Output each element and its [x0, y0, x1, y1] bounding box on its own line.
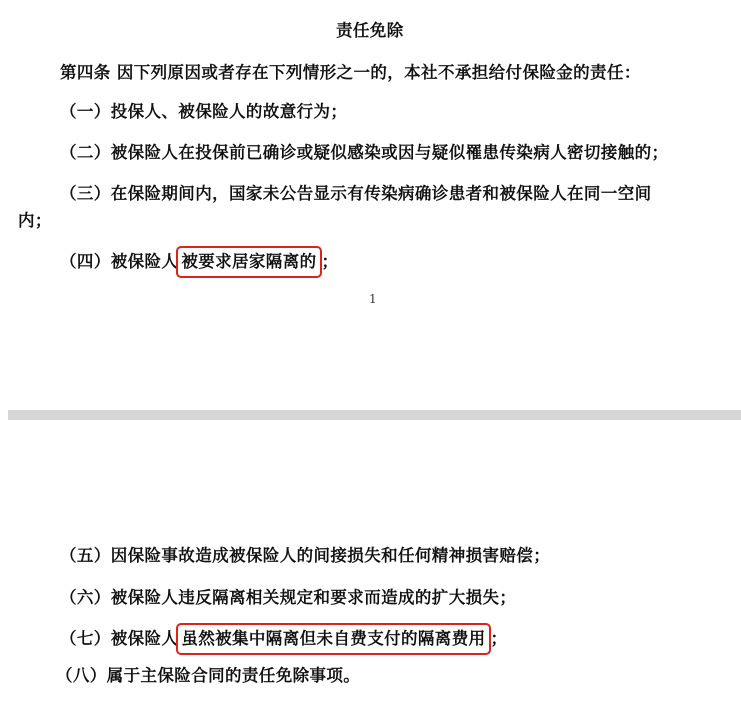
highlight-box-item-4: 被要求居家隔离的	[176, 246, 321, 278]
clause-item-1: （一）投保人、被保险人的故意行为；	[60, 102, 348, 121]
page-separator	[8, 410, 741, 420]
clause-item-4	[60, 249, 338, 275]
highlight-box-item-7: 虽然被集中隔离但未自费支付的隔离费用	[176, 623, 490, 655]
clause-item-3-line-1: （三）在保险期间内，国家未公告显示有传染病确诊患者和被保险人在同一空间	[60, 184, 652, 203]
clause-item-3-line-2: 内；	[18, 211, 52, 230]
article-heading: 第四条 因下列原因或者存在下列情形之一的，本社不承担给付保险金的责任：	[60, 63, 641, 82]
clause-item-5: （五）因保险事故造成被保险人的间接损失和任何精神损害赔偿；	[60, 546, 551, 565]
clause-item-6: （六）被保险人违反隔离相关规定和要求而造成的扩大损失；	[60, 588, 517, 607]
clause-item-4-prefix: （四）被保险人	[60, 252, 179, 271]
clause-item-7-prefix: （七）被保险人	[60, 629, 179, 648]
clause-item-7-suffix: ；	[490, 629, 508, 648]
clause-item-8: （八）属于主保险合同的责任免除事项。	[56, 666, 361, 685]
clause-item-2: （二）被保险人在投保前已确诊或疑似感染或因与疑似罹患传染病人密切接触的；	[60, 143, 669, 162]
section-title: 责任免除	[336, 21, 404, 40]
page-number: 1	[369, 292, 377, 306]
clause-item-7	[60, 626, 507, 652]
clause-item-4-suffix: ；	[321, 252, 339, 271]
